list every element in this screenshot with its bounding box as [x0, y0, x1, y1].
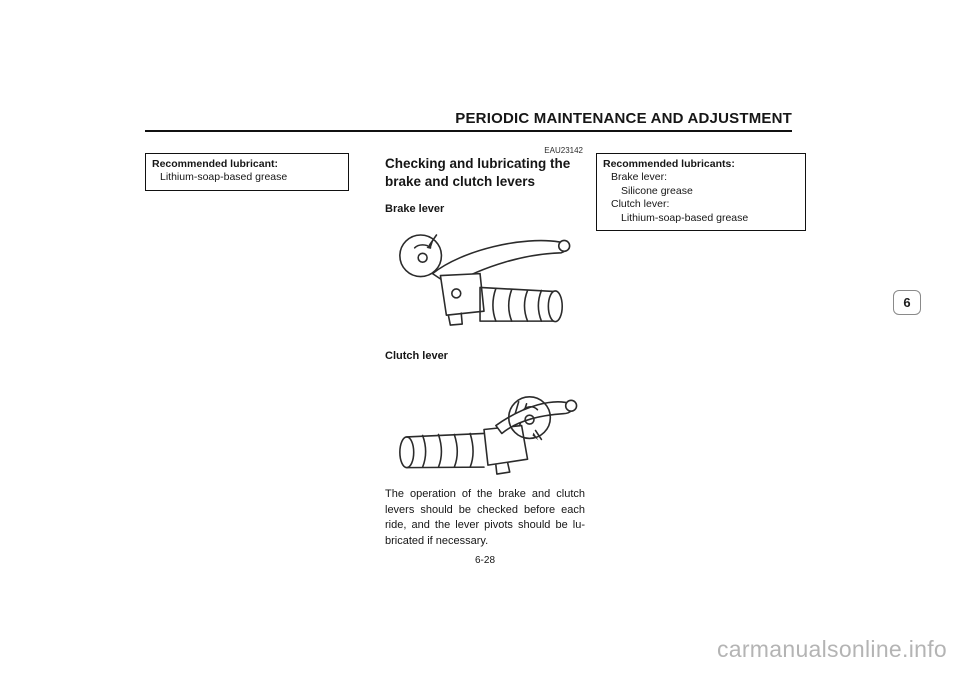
recommended-lubricant-box — [145, 153, 349, 191]
clutch-lever-drawing — [385, 368, 583, 492]
paragraph-line: The operation of the brake and clutch — [385, 488, 585, 500]
recommended-lubricants-line: Brake lever: — [611, 171, 668, 184]
recommended-lubricants-title: Recommended lubricants: — [603, 158, 735, 170]
section-code: EAU23142 — [544, 146, 583, 155]
clutch-lever-illustration — [385, 368, 583, 492]
paragraph-line: bricated if necessary. — [385, 534, 489, 547]
recommended-lubricant-value: Lithium-soap-based grease — [160, 171, 288, 184]
recommended-lubricants-line: Clutch lever: — [611, 198, 670, 211]
section-heading: Checking and lubricating the brake and clutch levers — [385, 156, 571, 189]
paragraph-line: levers should be checked before each — [385, 503, 585, 516]
body-paragraph — [385, 487, 585, 549]
brake-lever-drawing — [385, 222, 583, 346]
chapter-tab: 6 — [893, 290, 921, 315]
brake-lever-subheading: Brake lever — [385, 203, 445, 215]
page-number: 6-28 — [474, 555, 495, 566]
recommended-lubricant-title: Recommended lubricant: — [152, 158, 279, 170]
recommended-lubricants-box — [596, 153, 806, 231]
recommended-lubricants-line: Lithium-soap-based grease — [621, 211, 749, 224]
clutch-lever-subheading: Clutch lever — [385, 350, 448, 362]
recommended-lubricants-line: Silicone grease — [621, 184, 693, 197]
watermark-text: carmanualsonline.info — [716, 636, 947, 662]
brake-lever-illustration — [385, 222, 583, 346]
paragraph-line: ride, and the lever pivots should be lu- — [385, 519, 585, 531]
page-header — [145, 110, 792, 132]
page-title: PERIODIC MAINTENANCE AND ADJUSTMENT — [455, 110, 792, 127]
